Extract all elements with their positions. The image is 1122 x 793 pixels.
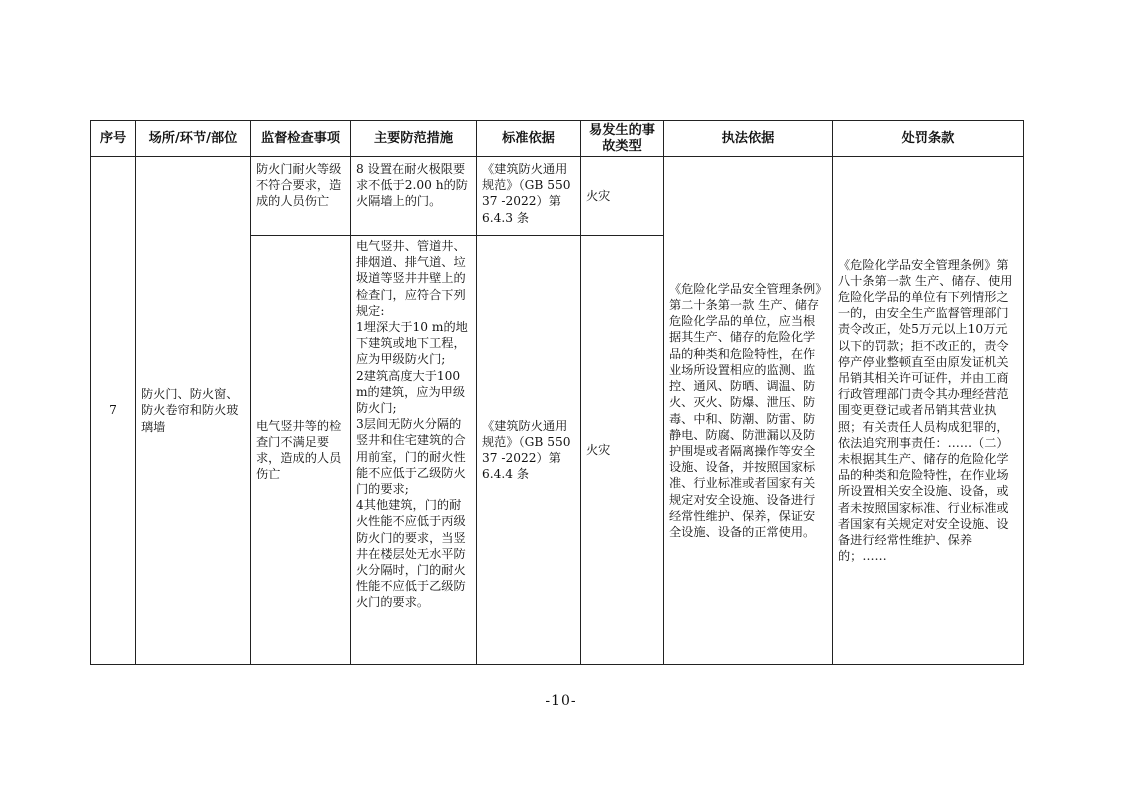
inspection-cell: 防火门耐火等级不符合要求，造成的人员伤亡 [251, 157, 351, 236]
header-standard: 标准依据 [477, 121, 581, 157]
measures-cell: 8 设置在耐火极限要求不低于2.00 h的防火隔墙上的门。 [351, 157, 477, 236]
page-number: -10- [545, 693, 577, 709]
law-basis-cell: 《危险化学品安全管理条例》第二十条第一款 生产、储存危险化学品的单位，应当根据其生产、储存的危险化学品的种类和危险特性，在作业场所设置相应的监测、监控、通风、防晒、调温、防火、灭火、防爆、泄压、防毒、中和、防潮、防雷、防静电、防腐、防泄漏以及防护围堤或者隔离操作等安全设施、设备，并按照国家标准、行业标准或者国家有关规定对安全设施、设备进行经常性维护、保养，保证安全设施、设备的正常使用。 [664, 157, 833, 665]
header-law-basis: 执法依据 [664, 121, 833, 157]
accident-type-cell: 火灾 [581, 157, 664, 236]
penalty-cell: 《危险化学品安全管理条例》第八十条第一款 生产、储存、使用危险化学品的单位有下列情形之一的，由安全生产监督管理部门责令改正，处5万元以上10万元以下的罚款；拒不改正的，责令停产停业整顿直至由原发证机关吊销其相关许可证件，并由工商行政管理部门责令其办理经营范围变更登记或者吊销其营业执照；有关责任人员构成犯罪的，依法追究刑事责任：……（二）未根据其生产、储存的危险化学品的种类和危险特性，在作业场所设置相关安全设施、设备，或者未按照国家标准、行业标准或者国家有关规定对安全设施、设备进行经常性维护、保养的；…… [833, 157, 1024, 665]
header-penalty: 处罚条款 [833, 121, 1024, 157]
standard-cell: 《建筑防火通用规范》（GB 55037 -2022）第 6.4.4 条 [477, 236, 581, 665]
header-location: 场所/环节/部位 [136, 121, 251, 157]
inspection-cell: 电气竖井等的检查门不满足要求，造成的人员伤亡 [251, 236, 351, 665]
table-header-row [91, 121, 1024, 157]
standard-cell: 《建筑防火通用规范》（GB 55037 -2022）第 6.4.3 条 [477, 157, 581, 236]
header-accident-type: 易发生的事故类型 [581, 121, 664, 157]
measures-text: 电气竖井、管道井、排烟道、排气道、垃圾道等竖井井壁上的检查门，应符合下列规定: 1埋深大于10 m的地下建筑或地下工程，应为甲级防火门; 2建筑高度大于100 m的建筑，应为甲级防火门; 3层间无防火分隔的竖井和住宅建筑的合用前室，门的耐火性能不应低于乙级防火门的要求; 4其他建筑，门的耐火性能不应低于丙级防火门的要求，当竖井在楼层处无水平防火分隔时，门的耐火性能不应低于乙级防火门的要求。 [356, 239, 468, 610]
header-seq: 序号 [91, 121, 136, 157]
inspection-table [90, 120, 1024, 665]
header-measures: 主要防范措施 [351, 121, 477, 157]
header-inspection: 监督检查事项 [251, 121, 351, 157]
seq-cell: 7 [91, 157, 136, 665]
measures-cell [351, 236, 477, 665]
accident-type-cell: 火灾 [581, 236, 664, 665]
location-cell: 防火门、防火窗、防火卷帘和防火玻璃墙 [136, 157, 251, 665]
table-row [91, 157, 1024, 236]
